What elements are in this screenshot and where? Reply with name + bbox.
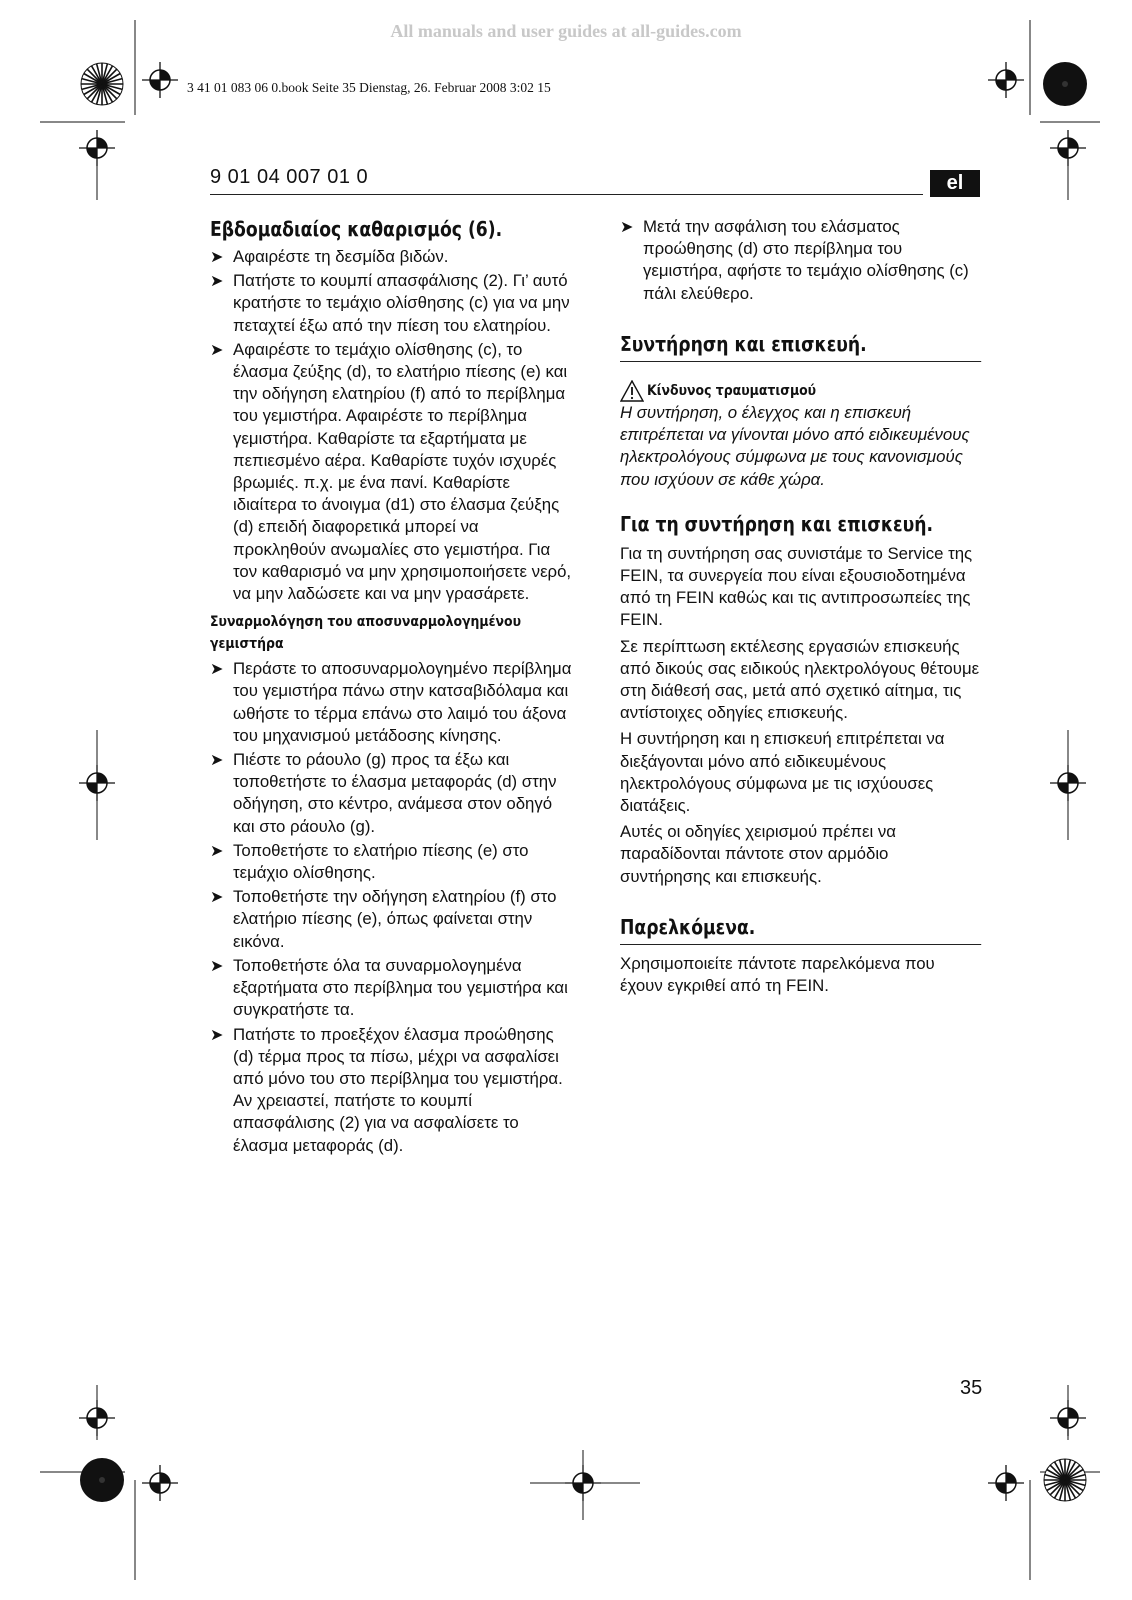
cleaning-steps-list bbox=[210, 246, 572, 605]
paragraph: Η συντήρηση και η επισκευή επιτρέπεται να διεξάγονται μόνο από ειδικευμένους ηλεκτρολόγους σύμφωνα με τις ισχύουσες διατάξεις. bbox=[620, 729, 945, 816]
list-item: ➤ Περάστε το αποσυναρμολογημένο περίβλημα του γεμιστήρα πάνω στην κατσαβιδόλαμα και ωθήστε το τέρμα επάνω στο λαιμό του άξονα του μηχανισμού μετάδοσης κίνησης. bbox=[210, 659, 572, 745]
document-number: 9 01 04 007 01 0 bbox=[210, 166, 369, 188]
list-item: ➤ Μετά την ασφάλιση του ελάσματος προώθησης (d) στο περίβλημα του γεμιστήρα, αφήστε το τεμάχιο ολίσθησης (c) πάλι ελεύθερο. bbox=[620, 217, 969, 303]
arrow-bullet-icon: ➤ bbox=[210, 273, 224, 291]
header-rule bbox=[210, 194, 923, 195]
arrow-bullet-icon: ➤ bbox=[210, 661, 224, 679]
arrow-bullet-icon: ➤ bbox=[210, 957, 224, 975]
list-item: ➤ Πιέστε το ράουλο (g) προς τα έξω και τοποθετήστε το έλασμα μεταφοράς (d) στην οδήγηση, στο κέντρο, ανάμεσα στον οδηγό και στο ράουλο (g). bbox=[210, 750, 557, 836]
arrow-bullet-icon: ➤ bbox=[210, 249, 224, 266]
list-item: ➤ Πατήστε το προεξέχον έλασμα προώθησης (d) τέρμα προς τα πίσω, μέχρι να ασφαλίσει από μόνο του στο περίβλημα του γεμιστήρα. Αν χρειαστεί, πατήστε το κουμπί απασφάλισης (2) για να ασφαλίσετε το έλασμα μεταφοράς (d). bbox=[210, 1024, 563, 1155]
accessories-text: Χρησιμοποιείτε πάντοτε παρελκόμενα που έχουν εγκριθεί από τη FEIN. bbox=[620, 953, 935, 996]
warning-text: Η συντήρηση, ο έλεγχος και η επισκευή επιτρέπεται να γίνονται μόνο από ειδικευμένους ηλεκτρολόγους σύμφωνα με τους κανονισμούς που ισχύουν σε κάθε χώρα. bbox=[620, 403, 970, 489]
arrow-bullet-icon: ➤ bbox=[210, 889, 224, 907]
paragraph: Για τη συντήρηση σας συνιστάμε το Service της FEIN, τα συνεργεία που είναι εξουσιοδοτημένα από τη FEIN καθώς και τις αντιπροσωπείες της FEIN. bbox=[620, 543, 973, 630]
maintenance-heading: Συντήρηση και επισκευή. bbox=[620, 331, 981, 362]
arrow-bullet-icon: ➤ bbox=[210, 341, 224, 359]
accessories-heading: Παρελκόμενα. bbox=[620, 914, 981, 945]
service-heading: Για τη συντήρηση και επισκευή. bbox=[620, 511, 934, 536]
arrow-bullet-icon: ➤ bbox=[210, 842, 224, 860]
warning-title: Κίνδυνος τραυματισμού bbox=[647, 382, 817, 399]
list-item: ➤ Πατήστε το κουμπί απασφάλισης (2). Γι’ αυτό κρατήστε το τεμάχιο ολίσθησης (c) για να μην πεταχτεί έξω από την πίεση του ελατηρίου. bbox=[210, 271, 570, 335]
right-column bbox=[620, 216, 982, 1001]
continued-steps-list bbox=[620, 216, 982, 305]
warning-header bbox=[620, 380, 982, 402]
list-item: ➤ Αφαιρέστε τη δεσμίδα βιδών. bbox=[210, 246, 572, 268]
list-item: ➤ Αφαιρέστε το τεμάχιο ολίσθησης (c), το έλασμα ζεύξης (d), το ελατήριο πίεσης (e) και την οδήγηση ελατηρίου (f) από το περίβλημα του γεμιστήρα. Αφαιρέστε το περίβλημα γεμιστήρα. Καθαρίστε τα εξαρτήματα με πεπιεσμένο αέρα. Καθαρίστε τυχόν ισχυρές βρωμιές. π.χ. με ένα πανί. Καθαρίστε ιδιαίτερα το άνοιγμα (d1) στο έλασμα ζεύξης (d) επειδή διαφορετικά μπορεί να προκληθούν ανωμαλίες στο γεμιστήρα. Για τον καθαρισμό να μην χρησιμοποιήσετε νερό, να μην λαδώσετε και να μην γρασάρετε. bbox=[210, 339, 572, 604]
list-item: ➤ Τοποθετήστε την οδήγηση ελατηρίου (f) στο ελατήριο πίεσης (e), όπως φαίνεται στην εικόνα. bbox=[210, 887, 557, 951]
book-info: 3 41 01 083 06 0.book Seite 35 Dienstag, 26. Februar 2008 3:02 15 bbox=[187, 80, 551, 95]
weekly-cleaning-heading: Εβδομαδιαίος καθαρισμός (6). bbox=[210, 217, 503, 241]
arrow-bullet-icon: ➤ bbox=[210, 1026, 224, 1044]
list-item: ➤ Τοποθετήστε το ελατήριο πίεσης (e) στο τεμάχιο ολίσθησης. bbox=[210, 840, 529, 883]
warning-triangle-icon bbox=[620, 380, 644, 402]
watermark: All manuals and user guides at all-guides.com bbox=[390, 21, 742, 41]
language-tab: el bbox=[930, 170, 980, 197]
paragraph: Αυτές οι οδηγίες χειρισμού πρέπει να παραδίδονται πάντοτε στον αρμόδιο συντήρησης και επισκευής. bbox=[620, 822, 896, 886]
warning-block bbox=[620, 380, 982, 491]
paragraph: Σε περίπτωση εκτέλεσης εργασιών επισκευής από δικούς σας ειδικούς ηλεκτρολόγους θέτουμε στη διάθεσή σας, μετά από σχετικό αίτημα, τις αντίστοιχες οδηγίες επισκευής. bbox=[620, 636, 980, 723]
list-item: ➤ Τοποθετήστε όλα τα συναρμολογημένα εξαρτήματα στο περίβλημα του γεμιστήρα και συγκρατήστε τα. bbox=[210, 955, 568, 1020]
page-number: 35 bbox=[960, 1377, 983, 1399]
assembly-steps-list bbox=[210, 658, 572, 1156]
assembly-subheading: Συναρμολόγηση του αποσυναρμολογημένου γεμιστήρα bbox=[210, 614, 522, 653]
left-column bbox=[210, 216, 572, 1159]
arrow-bullet-icon: ➤ bbox=[210, 752, 224, 770]
arrow-bullet-icon: ➤ bbox=[620, 219, 634, 236]
